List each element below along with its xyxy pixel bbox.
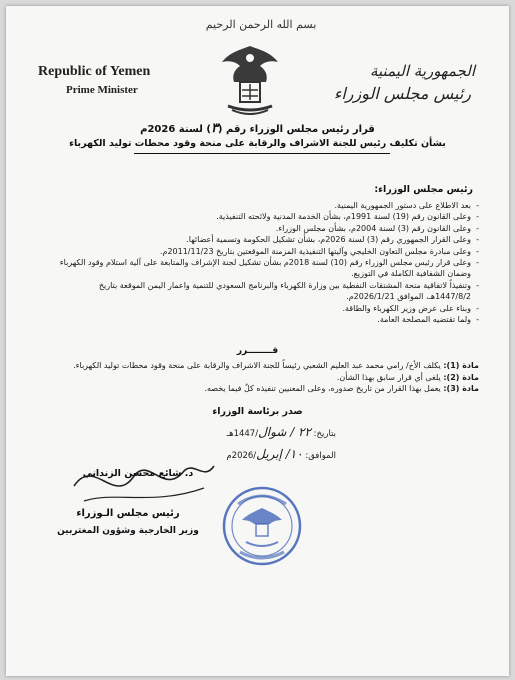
agreed-label: الموافق: — [305, 451, 336, 461]
preamble-item: - وعلى القانون رقم (19) لسنة 1991م، بشأن الخدمة المدنية ولائحته التنفيذية. — [59, 211, 479, 222]
preamble-item: - ولما تقتضيه المصلحة العامة. — [59, 314, 479, 325]
issued-heading: صدر برئاسة الوزراء — [212, 406, 303, 417]
article-text: يلغى أي قرار سابق بهذا الشأن. — [336, 372, 441, 382]
date-label: بتاريخ: — [313, 429, 336, 439]
signatory-title: رئيس مجلس الـوزراء — [76, 508, 180, 519]
article-1 — [39, 360, 479, 372]
basmala: بسم الله الرحمن الرحيم — [205, 18, 317, 31]
yemen-emblem-icon — [218, 40, 282, 120]
preamble-item: - وبناء على عرض وزير الكهرباء والطاقة. — [59, 303, 479, 314]
preamble-item: - وعلى القرار الجمهوري رقم (3) لسنة 2026م، بشأن تشكيل الحكومة وتسمية أعضائها. — [59, 234, 479, 245]
signatory-name: د. شائع محسن الزنداني — [82, 468, 194, 479]
preamble-item: - وعلى القانون رقم (3) لسنة 2004م، بشأن مجلس الوزراء. — [59, 223, 479, 234]
article-label: مادة (2): — [443, 372, 479, 382]
arabic-office-title: رئيس مجلس الوزراء — [333, 84, 471, 103]
gregorian-year: /2026م — [226, 451, 257, 461]
article-2 — [39, 372, 479, 384]
preamble-list — [59, 200, 479, 325]
decree-title — [6, 121, 509, 136]
decree-title-suffix: ) لسنة 2026م — [140, 124, 211, 135]
document-page — [6, 6, 509, 676]
decree-number: ٣ — [210, 121, 218, 136]
preamble-item: - وتنفيذاً لاتفاقية منحة المشتقات النفطية بين وزارة الكهرباء والبرنامج السعودي للتنمية واعمار اليمن الموقعة بتاريخ 1447/8/2هـ، الموافق 2026/1/21م. — [59, 280, 479, 303]
preamble-item: - وعلى مبادرة مجلس التعاون الخليجي وآليتها التنفيذية المزمنة الموقعتين بتاريخ 2011/11/23م. — [59, 246, 479, 257]
decree-subject: بشأن تكليف رئيس للجنة الاشراف والرقابة على منحة وقود محطات توليد الكهرباء — [69, 138, 446, 149]
english-office-title: Prime Minister — [66, 84, 138, 96]
article-label: مادة (3): — [443, 384, 479, 393]
preamble-item: - بعد الاطلاع على دستور الجمهورية اليمنية. — [59, 200, 479, 211]
english-country-name: Republic of Yemen — [38, 64, 151, 79]
decided-heading: قــــــــرر — [236, 346, 279, 356]
articles-block — [39, 360, 479, 395]
article-text: يكلف الأخ/ رامي محمد عبد العليم الشعبي رئيساً للجنة الاشراف والرقابة على منحة وقود محطات توليد الكهرباء. — [73, 361, 441, 370]
subject-underline — [134, 153, 390, 154]
article-text: يعمل بهذا القرار من تاريخ صدوره، وعلى المعنيين تنفيذه كلٌ فيما يخصه. — [204, 384, 441, 393]
preamble-item: - وعلى قرار رئيس مجلس الوزراء رقم (10) لسنة 2018م بشأن تشكيل لجنة الإشراف والمتابعة على آلية استلام وقود الكهرباء وضمان الشفافية الكاملة في التوزيع. — [59, 257, 479, 280]
arabic-country-name: الجمهورية اليمنية — [369, 62, 475, 80]
handwritten-hijri-date: ٢٢ / شوال — [258, 425, 311, 439]
article-3 — [39, 383, 479, 395]
decree-title-prefix: قرار رئيس مجلس الوزراء رقم ( — [217, 124, 375, 135]
signatory-second-title: وزير الخارجية وشؤون المغتربين — [57, 526, 199, 536]
preamble-heading: رئيس مجلس الوزراء: — [374, 184, 473, 195]
handwritten-gregorian-date: ١٠/ إبريل — [256, 447, 303, 461]
hijri-date-line — [196, 422, 336, 444]
article-label: مادة (1): — [443, 361, 479, 370]
official-seal-stamp — [220, 484, 304, 568]
hijri-year: /1447هـ — [226, 429, 259, 439]
